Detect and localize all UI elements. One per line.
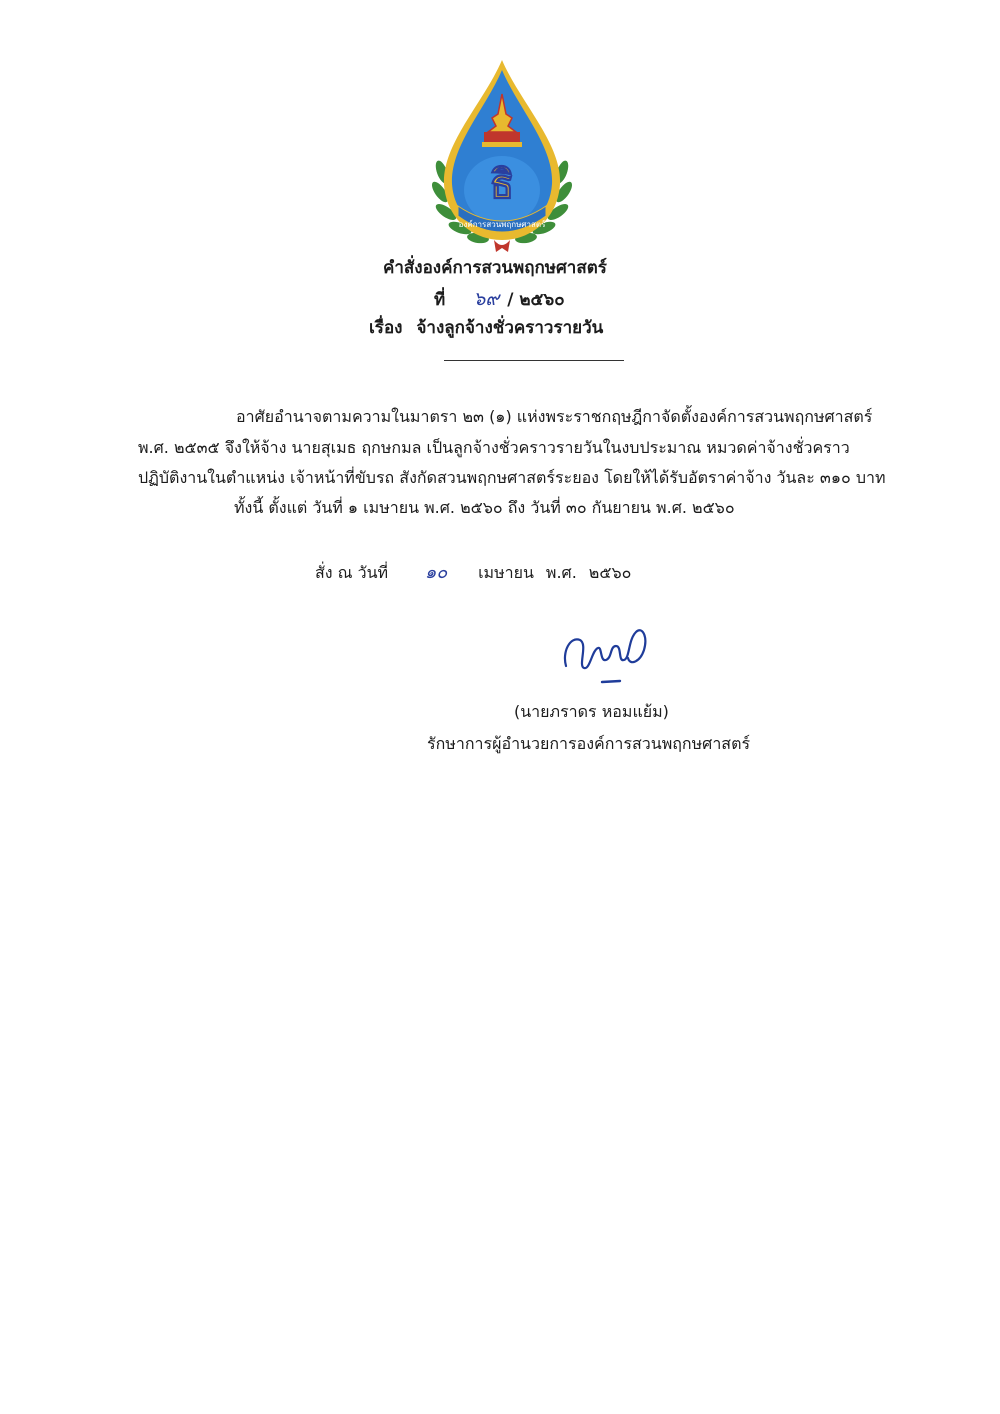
document-title: คำสั่งองค์การสวนพฤกษศาสตร์ [383,258,607,278]
subject-text: จ้างลูกจ้างชั่วคราวรายวัน [416,318,604,338]
order-number-label: ที่ [434,290,446,310]
agency-emblem-icon [428,56,576,254]
body-line-3: ปฏิบัติงานในตำแหน่ง เจ้าหน้าที่ขับรถ สังกัดสวนพฤกษศาสตร์ระยอง โดยให้ได้รับอัตราค่าจ้าง วันละ ๓๑๐ บาท [138,468,886,487]
handwritten-signature-icon [558,622,668,688]
body-line-2: พ.ศ. ๒๕๓๕ จึงให้จ้าง นายสุเมธ ฤกษกมล เป็นลูกจ้างชั่วคราวรายวันในงบประมาณ หมวดค่าจ้างชั่วคราว [138,438,850,457]
order-number-line [434,284,565,314]
order-date-era: พ.ศ. [545,563,577,582]
order-number-year: / ๒๕๖๐ [507,290,565,310]
subject-label: เรื่อง [369,318,403,338]
body-line-1: อาศัยอำนาจตามความในมาตรา ๒๓ (๑) แห่งพระราชกฤษฎีกาจัดตั้งองค์การสวนพฤกษศาสตร์ [236,407,873,426]
order-date-day-handwritten: ๑๐ [424,562,448,583]
signatory-position: รักษาการผู้อำนวยการองค์การสวนพฤกษศาสตร์ [427,734,751,753]
header-divider [444,360,624,361]
order-number-handwritten: ๖๙ [473,288,500,310]
body-line-4: ทั้งนี้ ตั้งแต่ วันที่ ๑ เมษายน พ.ศ. ๒๕๖๐ ถึง วันที่ ๓๐ กันยายน พ.ศ. ๒๕๖๐ [234,498,735,517]
order-date-line [315,557,631,586]
order-date-year: ๒๕๖๐ [588,563,632,582]
subject-line [369,314,603,341]
order-date-month: เมษายน [478,563,534,582]
order-date-prefix: สั่ง ณ วันที่ [315,563,389,582]
emblem-ring-text: องค์การสวนพฤกษศาสตร์ [458,220,546,229]
svg-text:ธิ: ธิ [489,161,515,208]
signatory-name: (นายภราดร หอมแย้ม) [514,702,669,721]
